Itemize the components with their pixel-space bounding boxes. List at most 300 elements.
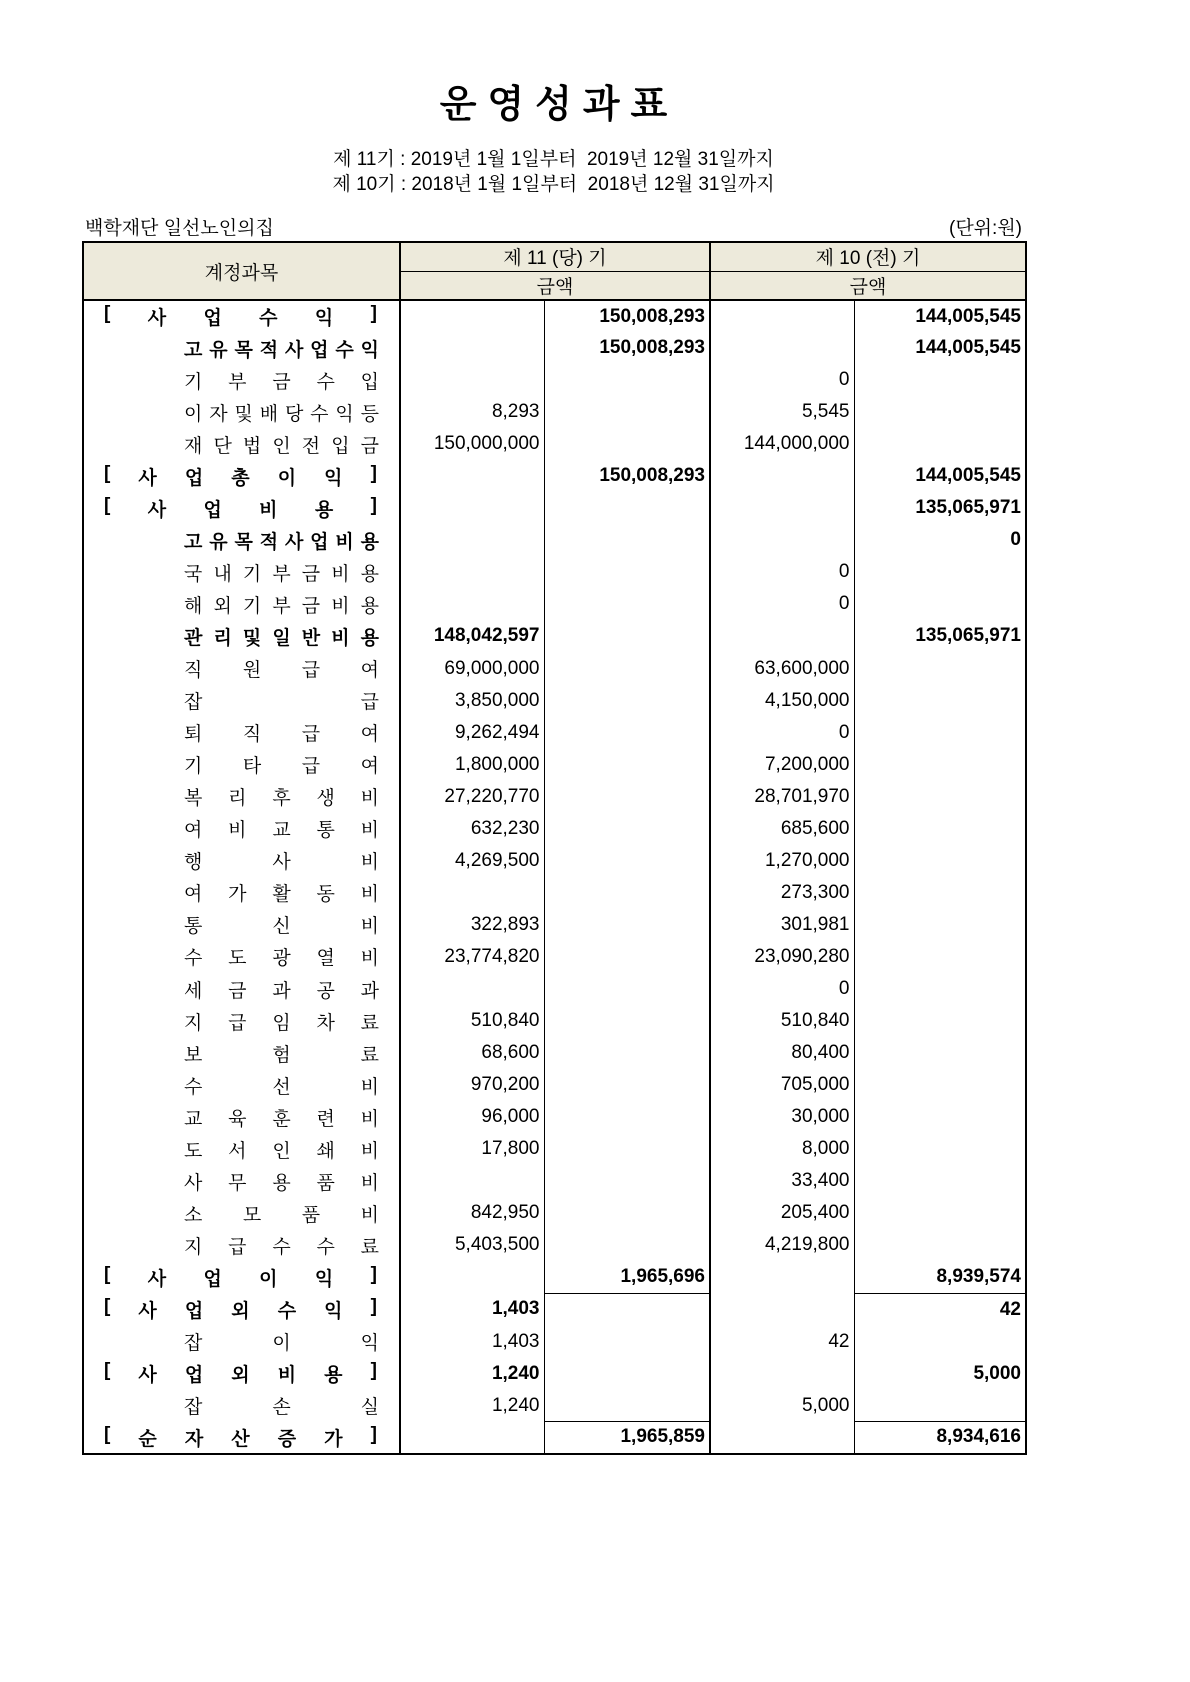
- label-glyph: 수: [335, 339, 354, 361]
- prior-detail-amount: 28,701,970: [710, 781, 854, 813]
- label-glyph: 교: [184, 1108, 203, 1130]
- label-glyph: 금: [228, 980, 247, 1002]
- label-glyph: 지: [184, 1236, 203, 1258]
- item-row: [83, 1069, 1026, 1101]
- header-prior-period: 제 10 (전) 기: [710, 242, 1026, 271]
- label-glyph: 급: [228, 1236, 247, 1258]
- label-glyph: 가: [324, 1428, 343, 1450]
- prior-total-amount: [854, 877, 1026, 909]
- account-cell: [83, 1261, 400, 1293]
- current-detail-amount: 9,262,494: [400, 717, 544, 749]
- label-glyph: 비: [360, 916, 379, 938]
- account-label: [184, 527, 379, 554]
- label-glyph: 목: [234, 531, 253, 553]
- item-row: [83, 941, 1026, 973]
- prior-detail-amount: 510,840: [710, 1005, 854, 1037]
- current-total-amount: [544, 781, 710, 813]
- item-row: [83, 653, 1026, 685]
- account-label: [184, 1104, 379, 1131]
- label-glyph: 타: [242, 756, 262, 778]
- account-label: [184, 559, 379, 586]
- account-label: [184, 943, 379, 970]
- label-glyph: 순: [138, 1428, 157, 1450]
- current-detail-amount: 970,200: [400, 1069, 544, 1101]
- item-row: [83, 1197, 1026, 1229]
- prior-total-amount: [854, 813, 1026, 845]
- account-cell: [83, 1101, 400, 1133]
- account-cell: [83, 845, 400, 877]
- account-cell: [83, 813, 400, 845]
- label-glyph: 수: [184, 948, 203, 970]
- label-glyph: ]: [370, 462, 377, 484]
- prior-total-amount: 5,000: [973, 1362, 1021, 1384]
- prior-total-amount: [854, 428, 1026, 460]
- label-glyph: 수: [316, 1236, 335, 1258]
- prior-total-amount: [854, 1197, 1026, 1229]
- account-cell: [83, 877, 400, 909]
- current-detail-amount: 96,000: [400, 1101, 544, 1133]
- account-cell: [83, 1165, 400, 1197]
- current-detail-amount: 148,042,597: [400, 620, 544, 652]
- account-label: [184, 1328, 379, 1355]
- account-cell: [83, 620, 400, 652]
- section-row: [83, 1358, 1026, 1390]
- label-glyph: 서: [228, 1140, 247, 1162]
- label-glyph: 이: [272, 1333, 291, 1355]
- label-glyph: 업: [203, 308, 222, 330]
- label-glyph: ]: [370, 494, 377, 516]
- label-glyph: 사: [147, 1268, 167, 1290]
- label-glyph: 금: [301, 595, 321, 617]
- label-glyph: 등: [360, 403, 379, 425]
- label-glyph: 통: [184, 916, 203, 938]
- prior-detail-amount: 205,400: [710, 1197, 854, 1229]
- prior-total-amount: 8,939,574: [936, 1266, 1021, 1288]
- prior-total-amount: [854, 685, 1026, 717]
- current-detail-amount: 5,403,500: [400, 1229, 544, 1261]
- item-row: [83, 588, 1026, 620]
- prior-detail-amount: 0: [710, 364, 854, 396]
- account-label: [184, 911, 379, 938]
- prior-detail-amount: 685,600: [710, 813, 854, 845]
- label-glyph: 도: [228, 948, 247, 970]
- account-label: [184, 879, 379, 906]
- label-glyph: 사: [147, 499, 167, 521]
- label-glyph: 직: [184, 660, 203, 682]
- label-glyph: 복: [184, 788, 203, 810]
- account-label: [184, 1168, 379, 1195]
- label-glyph: 여: [360, 724, 379, 746]
- item-row: [83, 909, 1026, 941]
- prior-total-amount: 144,005,545: [915, 305, 1021, 327]
- account-cell: [83, 1326, 400, 1358]
- current-detail-amount: [400, 1422, 544, 1454]
- label-glyph: 및: [234, 403, 253, 425]
- label-glyph: 사: [138, 467, 157, 489]
- label-glyph: 이: [184, 403, 203, 425]
- account-cell: [83, 1422, 400, 1454]
- label-glyph: [: [104, 303, 111, 325]
- prior-detail-amount: 4,219,800: [710, 1229, 854, 1261]
- label-glyph: 훈: [272, 1108, 291, 1130]
- current-total-amount: [544, 1037, 710, 1069]
- label-glyph: ]: [370, 303, 377, 325]
- label-glyph: 업: [203, 1268, 222, 1290]
- label-glyph: 부: [272, 563, 291, 585]
- account-label: [184, 591, 379, 618]
- prior-total-amount: [854, 781, 1026, 813]
- account-label: [184, 1040, 379, 1067]
- label-glyph: 용: [314, 499, 334, 521]
- account-cell: [83, 717, 400, 749]
- item-row: [83, 556, 1026, 588]
- label-glyph: 목: [234, 339, 253, 361]
- label-glyph: 기: [242, 595, 262, 617]
- label-glyph: 비: [228, 820, 247, 842]
- label-glyph: 비: [360, 1108, 379, 1130]
- item-row: [83, 1005, 1026, 1037]
- item-row: [83, 685, 1026, 717]
- prior-detail-amount: 30,000: [710, 1101, 854, 1133]
- item-row: [83, 1326, 1026, 1358]
- current-detail-amount: [400, 1261, 544, 1293]
- label-glyph: 외: [231, 1300, 250, 1322]
- label-glyph: 사: [284, 339, 304, 361]
- label-glyph: 익: [324, 467, 343, 489]
- label-glyph: 활: [272, 884, 291, 906]
- group-row: [83, 620, 1026, 652]
- label-glyph: 손: [272, 1397, 291, 1419]
- label-glyph: 급: [360, 692, 379, 714]
- label-glyph: ]: [370, 1423, 377, 1445]
- label-glyph: 고: [184, 531, 203, 553]
- item-row: [83, 781, 1026, 813]
- account-cell: [83, 1133, 400, 1165]
- label-glyph: 업: [184, 467, 204, 489]
- label-glyph: 관: [184, 627, 203, 649]
- current-total-amount: [544, 1197, 710, 1229]
- label-glyph: 비: [360, 1204, 379, 1226]
- label-glyph: 금: [272, 371, 291, 393]
- current-detail-amount: [400, 588, 544, 620]
- header-account: 계정과목: [83, 242, 400, 300]
- label-glyph: [: [104, 1295, 111, 1317]
- item-row: [83, 1101, 1026, 1133]
- account-cell: [83, 1229, 400, 1261]
- prior-total-amount: 144,005,545: [915, 465, 1021, 487]
- current-detail-amount: 23,774,820: [400, 941, 544, 973]
- label-glyph: [: [104, 1263, 111, 1285]
- label-glyph: 여: [360, 756, 379, 778]
- current-detail-amount: 3,850,000: [400, 685, 544, 717]
- label-glyph: 비: [360, 948, 379, 970]
- account-cell: [83, 749, 400, 781]
- item-row: [83, 973, 1026, 1005]
- label-glyph: 쇄: [316, 1140, 335, 1162]
- prior-total-amount: [854, 717, 1026, 749]
- label-glyph: ]: [370, 1360, 377, 1382]
- account-label: [184, 655, 379, 682]
- label-glyph: 자: [184, 1428, 204, 1450]
- label-glyph: 품: [316, 1172, 335, 1194]
- account-cell: [83, 460, 400, 492]
- account-label: [184, 976, 379, 1003]
- account-label: [104, 1360, 377, 1387]
- prior-detail-amount: 8,000: [710, 1133, 854, 1165]
- current-detail-amount: 510,840: [400, 1005, 544, 1037]
- item-row: [83, 1165, 1026, 1197]
- account-label: [184, 847, 379, 874]
- operating-statement-table: [82, 241, 1027, 1455]
- label-glyph: 모: [242, 1204, 262, 1226]
- label-glyph: 비: [360, 884, 379, 906]
- current-total-amount: [544, 492, 710, 524]
- label-glyph: 차: [316, 1012, 335, 1034]
- prior-total-amount: [854, 1229, 1026, 1261]
- account-cell: [83, 524, 400, 556]
- label-glyph: 급: [301, 756, 321, 778]
- account-cell: [83, 941, 400, 973]
- prior-detail-amount: [710, 1293, 854, 1325]
- item-row: [83, 1390, 1026, 1422]
- label-glyph: 사: [138, 1300, 157, 1322]
- account-label: [184, 431, 379, 458]
- statement-title: 운영성과표: [439, 84, 679, 126]
- item-row: [83, 749, 1026, 781]
- label-glyph: 비: [331, 627, 350, 649]
- account-label: [184, 1232, 379, 1259]
- current-detail-amount: [400, 877, 544, 909]
- prior-total-amount: [854, 1037, 1026, 1069]
- header-prior-amount: 금액: [710, 271, 1026, 300]
- current-total-amount: [544, 685, 710, 717]
- prior-detail-amount: 4,150,000: [710, 685, 854, 717]
- label-glyph: 료: [360, 1012, 379, 1034]
- prior-total-amount: [854, 1165, 1026, 1197]
- label-glyph: 국: [184, 563, 203, 585]
- prior-total-amount: [854, 364, 1026, 396]
- period-line-current: 제 11기 : 2019년 1월 1일부터 2019년 12월 31일까지: [333, 149, 774, 170]
- account-label: [104, 495, 377, 522]
- label-glyph: [: [104, 1360, 111, 1382]
- current-total-amount: 1,965,696: [544, 1261, 710, 1293]
- current-total-amount: [544, 909, 710, 941]
- entity-name: 백학재단 일선노인의집: [85, 218, 274, 239]
- label-glyph: 총: [231, 467, 250, 489]
- label-glyph: 재: [184, 435, 203, 457]
- current-detail-amount: [400, 460, 544, 492]
- statement-body: [83, 300, 1026, 1454]
- label-glyph: 사: [184, 1172, 203, 1194]
- current-detail-amount: 17,800: [400, 1133, 544, 1165]
- prior-total-amount: 0: [1010, 529, 1021, 551]
- label-glyph: 품: [301, 1204, 321, 1226]
- account-label: [104, 1424, 377, 1451]
- account-cell: [83, 1390, 400, 1422]
- label-glyph: 법: [242, 435, 262, 457]
- current-detail-amount: 68,600: [400, 1037, 544, 1069]
- label-glyph: 수: [272, 1236, 291, 1258]
- label-glyph: 비: [335, 531, 354, 553]
- account-cell: [83, 973, 400, 1005]
- account-cell: [83, 1005, 400, 1037]
- label-glyph: 료: [360, 1236, 379, 1258]
- label-glyph: 잡: [184, 692, 203, 714]
- account-label: [184, 751, 379, 778]
- current-total-amount: [544, 813, 710, 845]
- prior-detail-amount: 7,200,000: [710, 749, 854, 781]
- account-cell: [83, 1197, 400, 1229]
- label-glyph: 가: [228, 884, 247, 906]
- current-total-amount: [544, 1326, 710, 1358]
- label-glyph: 육: [228, 1108, 247, 1130]
- current-detail-amount: [400, 973, 544, 1005]
- label-glyph: 외: [213, 595, 232, 617]
- current-detail-amount: 1,403: [400, 1326, 544, 1358]
- section-row: [83, 492, 1026, 524]
- current-total-amount: [544, 364, 710, 396]
- label-glyph: 잡: [184, 1397, 203, 1419]
- current-total-amount: [544, 845, 710, 877]
- prior-total-amount: [854, 1390, 1026, 1422]
- label-glyph: 여: [184, 884, 203, 906]
- current-total-amount: [544, 973, 710, 1005]
- prior-detail-amount: 144,000,000: [710, 428, 854, 460]
- current-total-amount: [544, 717, 710, 749]
- current-detail-amount: 69,000,000: [400, 653, 544, 685]
- prior-total-amount: [854, 1069, 1026, 1101]
- current-total-amount: 150,008,293: [544, 332, 710, 364]
- prior-detail-amount: 273,300: [710, 877, 854, 909]
- prior-detail-amount: 0: [710, 588, 854, 620]
- current-total-amount: [544, 1101, 710, 1133]
- account-label: [184, 815, 379, 842]
- label-glyph: 소: [184, 1204, 203, 1226]
- section-row: [83, 1261, 1026, 1293]
- label-glyph: 생: [316, 788, 335, 810]
- label-glyph: 업: [310, 339, 329, 361]
- label-glyph: 후: [272, 788, 291, 810]
- label-glyph: 비: [360, 1172, 379, 1194]
- label-glyph: 적: [259, 531, 279, 553]
- current-total-amount: [544, 1390, 710, 1422]
- prior-detail-amount: 80,400: [710, 1037, 854, 1069]
- current-detail-amount: 150,000,000: [400, 428, 544, 460]
- account-cell: [83, 909, 400, 941]
- current-total-amount: 1,965,859: [544, 1422, 710, 1454]
- label-glyph: 기: [184, 756, 203, 778]
- prior-detail-amount: [710, 1422, 854, 1454]
- prior-total-amount: 42: [854, 1293, 1026, 1325]
- current-detail-amount: 632,230: [400, 813, 544, 845]
- label-glyph: 산: [231, 1428, 250, 1450]
- label-glyph: ]: [370, 1295, 377, 1317]
- account-label: [184, 687, 379, 714]
- current-detail-amount: [400, 524, 544, 556]
- label-glyph: 수: [184, 1076, 203, 1098]
- current-detail-amount: 1,403: [400, 1293, 544, 1325]
- label-glyph: 도: [184, 1140, 203, 1162]
- current-total-amount: [544, 1293, 710, 1325]
- label-glyph: 업: [203, 499, 222, 521]
- label-glyph: 실: [360, 1397, 379, 1419]
- prior-detail-amount: 1,270,000: [710, 845, 854, 877]
- prior-detail-amount: 5,000: [710, 1390, 854, 1422]
- label-glyph: 유: [209, 531, 228, 553]
- label-glyph: 배: [259, 403, 279, 425]
- prior-total-amount: 8,934,616: [854, 1422, 1026, 1454]
- prior-total-amount: [854, 845, 1026, 877]
- prior-detail-amount: [710, 1261, 854, 1293]
- label-glyph: ]: [370, 1263, 377, 1285]
- label-glyph: 기: [184, 371, 203, 393]
- label-glyph: 원: [242, 660, 262, 682]
- prior-total-amount: [854, 1005, 1026, 1037]
- item-row: [83, 364, 1026, 396]
- prior-detail-amount: 63,600,000: [710, 653, 854, 685]
- label-glyph: 및: [242, 627, 262, 649]
- current-total-amount: [544, 941, 710, 973]
- prior-detail-amount: [710, 460, 854, 492]
- section-row: [83, 300, 1026, 332]
- label-glyph: 잡: [184, 1333, 203, 1355]
- item-row: [83, 396, 1026, 428]
- account-cell: [83, 428, 400, 460]
- label-glyph: 수: [259, 308, 278, 330]
- account-cell: [83, 332, 400, 364]
- prior-detail-amount: [710, 1358, 854, 1390]
- prior-detail-amount: 23,090,280: [710, 941, 854, 973]
- account-label: [104, 303, 377, 330]
- label-glyph: 교: [272, 820, 291, 842]
- prior-detail-amount: [710, 524, 854, 556]
- account-label: [184, 783, 379, 810]
- label-glyph: 부: [228, 371, 247, 393]
- item-row: [83, 1037, 1026, 1069]
- item-row: [83, 877, 1026, 909]
- label-glyph: 련: [316, 1108, 335, 1130]
- label-glyph: 동: [316, 884, 335, 906]
- label-glyph: 업: [310, 531, 329, 553]
- label-glyph: 자: [209, 403, 228, 425]
- current-total-amount: [544, 1358, 710, 1390]
- account-cell: [83, 588, 400, 620]
- label-glyph: 내: [213, 563, 232, 585]
- current-total-amount: [544, 1005, 710, 1037]
- account-cell: [83, 396, 400, 428]
- account-label: [184, 1200, 379, 1227]
- account-label: [184, 335, 379, 362]
- prior-detail-amount: 705,000: [710, 1069, 854, 1101]
- current-detail-amount: 1,240: [400, 1358, 544, 1390]
- current-total-amount: [544, 524, 710, 556]
- label-glyph: 급: [301, 660, 321, 682]
- label-glyph: 단: [213, 435, 232, 457]
- label-glyph: 사: [284, 531, 304, 553]
- label-glyph: 용: [360, 595, 379, 617]
- label-glyph: 리: [228, 788, 247, 810]
- label-glyph: 행: [184, 852, 203, 874]
- prior-total-amount: 135,065,971: [915, 625, 1021, 647]
- label-glyph: 통: [316, 820, 335, 842]
- account-cell: [83, 1069, 400, 1101]
- current-detail-amount: [400, 364, 544, 396]
- account-label: [184, 367, 379, 394]
- label-glyph: 익: [314, 308, 334, 330]
- label-glyph: 증: [277, 1428, 297, 1450]
- label-glyph: 험: [272, 1044, 291, 1066]
- label-glyph: 사: [147, 308, 167, 330]
